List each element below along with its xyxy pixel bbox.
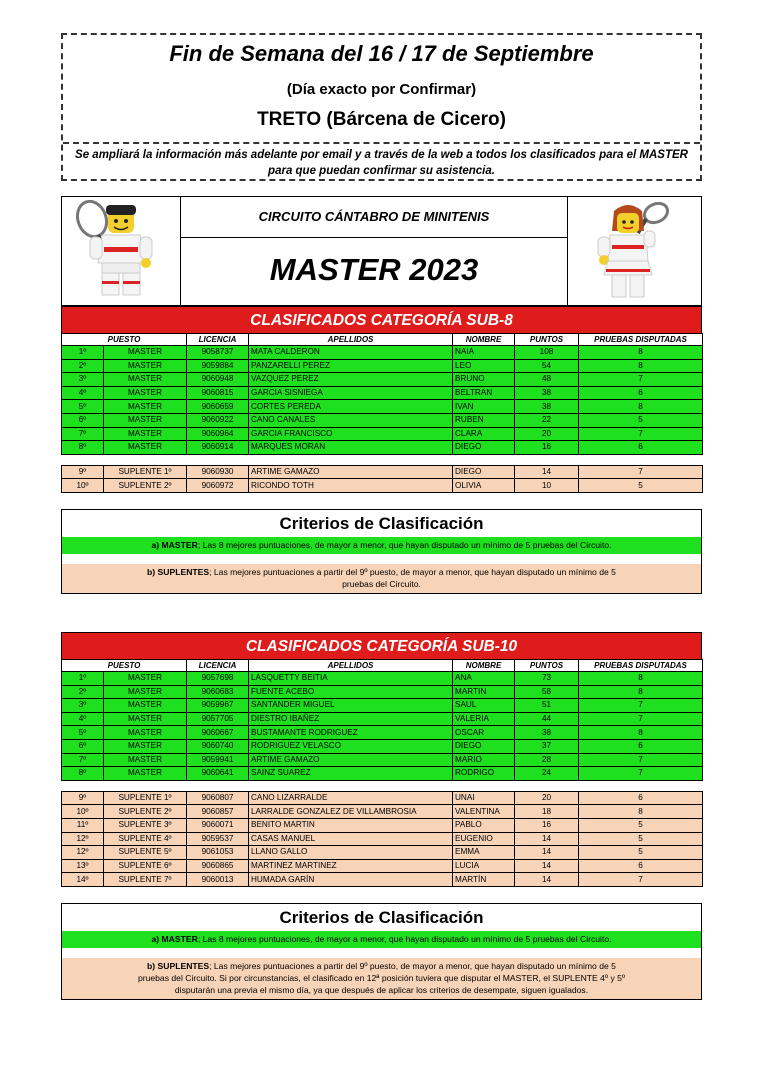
name-cell: RUBEN xyxy=(453,413,515,427)
status-cell: MASTER xyxy=(104,400,187,414)
lego-tennis-player-boy-icon xyxy=(62,197,181,305)
surname-cell: BUSTAMANTE RODRIGUEZ xyxy=(249,726,453,740)
col-puesto: PUESTO xyxy=(62,334,187,346)
criteria-suplentes-label: b) SUPLENTES xyxy=(147,961,210,971)
license-cell: 9060914 xyxy=(187,441,249,455)
points-cell: 16 xyxy=(515,818,579,832)
license-cell: 9059884 xyxy=(187,359,249,373)
status-cell: SUPLENTE 2º xyxy=(104,805,187,819)
name-cell: BELTRAN xyxy=(453,386,515,400)
surname-cell: CANO LIZARRALDE xyxy=(249,791,453,805)
license-cell: 9060740 xyxy=(187,739,249,753)
sub8-banner: CLASIFICADOS CATEGORÍA SUB-8 xyxy=(61,306,702,334)
name-cell: OLIVIA xyxy=(453,479,515,493)
points-cell: 20 xyxy=(515,791,579,805)
name-cell: EMMA xyxy=(453,846,515,860)
event-title: Fin de Semana del 16 / 17 de Septiembre xyxy=(169,41,594,66)
tests-cell: 8 xyxy=(579,726,703,740)
tests-cell: 7 xyxy=(579,873,703,887)
status-cell: MASTER xyxy=(104,767,187,781)
points-cell: 58 xyxy=(515,685,579,699)
table-row xyxy=(62,726,703,740)
tests-cell: 6 xyxy=(579,441,703,455)
status-cell: MASTER xyxy=(104,753,187,767)
tests-cell: 7 xyxy=(579,427,703,441)
event-subtitle: (Día exacto por Confirmar) xyxy=(286,81,477,98)
surname-cell: BENITO MARTIN xyxy=(249,818,453,832)
license-cell: 9057705 xyxy=(187,712,249,726)
status-cell: SUPLENTE 6º xyxy=(104,859,187,873)
tests-cell: 8 xyxy=(579,400,703,414)
points-cell: 37 xyxy=(515,739,579,753)
points-cell: 28 xyxy=(515,753,579,767)
status-cell: MASTER xyxy=(104,441,187,455)
table-row xyxy=(62,400,703,414)
col-pruebas: PRUEBAS DISPUTADAS xyxy=(579,334,703,346)
criteria-suplentes-text: ; Las mejores puntuaciones a partir del 9º puesto, de mayor a menor, que hayan disputado un mínimo de 5 pruebas del Circuito. Si por circunstancias, el clasificado en 12ª posición tuviera que disputar el MASTER, el SUPLENTE 4º y 5º disputarán una previa el mismo día, ya que después de aplicar los criterios de desempate, siguen igualados. xyxy=(137,961,626,995)
table-row xyxy=(62,791,703,805)
table-row xyxy=(62,712,703,726)
circuit-name: CIRCUITO CÁNTABRO DE MINITENIS xyxy=(180,197,568,238)
tests-cell: 6 xyxy=(579,791,703,805)
event-location: TRETO (Bárcena de Cicero) xyxy=(257,109,506,130)
position-cell: 10º xyxy=(62,479,104,493)
position-cell: 6º xyxy=(62,413,104,427)
col-nombre: NOMBRE xyxy=(453,660,515,672)
position-cell: 10º xyxy=(62,805,104,819)
surname-cell: LLANO GALLO xyxy=(249,846,453,860)
points-cell: 16 xyxy=(515,441,579,455)
position-cell: 2º xyxy=(62,359,104,373)
table-row xyxy=(62,767,703,781)
surname-cell: ARTIME GAMAZO xyxy=(249,465,453,479)
points-cell: 108 xyxy=(515,346,579,360)
surname-cell: CANO CANALES xyxy=(249,413,453,427)
license-cell: 9060641 xyxy=(187,767,249,781)
name-cell: MARTÍN xyxy=(453,873,515,887)
license-cell: 9060922 xyxy=(187,413,249,427)
surname-cell: SAINZ SUAREZ xyxy=(249,767,453,781)
tests-cell: 6 xyxy=(579,859,703,873)
name-cell: BRUNO xyxy=(453,373,515,387)
license-cell: 9060683 xyxy=(187,685,249,699)
tests-cell: 7 xyxy=(579,767,703,781)
position-cell: 4º xyxy=(62,386,104,400)
tests-cell: 5 xyxy=(579,846,703,860)
surname-cell: FUENTE ACEBO xyxy=(249,685,453,699)
criteria-suplentes xyxy=(62,958,701,999)
name-cell: ANA xyxy=(453,672,515,686)
points-cell: 51 xyxy=(515,699,579,713)
position-cell: 12º xyxy=(62,832,104,846)
name-cell: PABLO xyxy=(453,818,515,832)
surname-cell: CORTES PEREDA xyxy=(249,400,453,414)
table-row xyxy=(62,805,703,819)
surname-cell: GARCIA FRANCISCO xyxy=(249,427,453,441)
points-cell: 24 xyxy=(515,767,579,781)
table-row xyxy=(62,846,703,860)
criteria-master-text: ; Las 8 mejores puntuaciones, de mayor a menor, que hayan disputado un mínimo de 5 pruebas del Circuito. xyxy=(197,934,612,944)
table-row xyxy=(62,373,703,387)
name-cell: LEO xyxy=(453,359,515,373)
status-cell: SUPLENTE 3º xyxy=(104,818,187,832)
license-cell: 9058737 xyxy=(187,346,249,360)
name-cell: UNAI xyxy=(453,791,515,805)
tests-cell: 7 xyxy=(579,753,703,767)
table-spacer-cell xyxy=(62,454,703,465)
license-cell: 9059967 xyxy=(187,699,249,713)
name-cell: VALENTINA xyxy=(453,805,515,819)
tests-cell: 5 xyxy=(579,479,703,493)
position-cell: 1º xyxy=(62,672,104,686)
status-cell: MASTER xyxy=(104,699,187,713)
tests-cell: 7 xyxy=(579,712,703,726)
col-licencia: LICENCIA xyxy=(187,334,249,346)
position-cell: 7º xyxy=(62,427,104,441)
surname-cell: LARRALDE GONZALEZ DE VILLAMBROSIA xyxy=(249,805,453,819)
license-cell: 9057698 xyxy=(187,672,249,686)
surname-cell: ARTIME GAMAZO xyxy=(249,753,453,767)
position-cell: 4º xyxy=(62,712,104,726)
lego-tennis-player-girl-icon xyxy=(567,197,701,305)
surname-cell: CASAS MANUEL xyxy=(249,832,453,846)
tests-cell: 5 xyxy=(579,818,703,832)
tests-cell: 8 xyxy=(579,685,703,699)
lego-girl-illustration xyxy=(568,197,701,305)
surname-cell: GARCIA SISNIEGA xyxy=(249,386,453,400)
status-cell: SUPLENTE 1º xyxy=(104,465,187,479)
table-row xyxy=(62,818,703,832)
position-cell: 9º xyxy=(62,791,104,805)
position-cell: 6º xyxy=(62,739,104,753)
license-cell: 9060857 xyxy=(187,805,249,819)
points-cell: 38 xyxy=(515,386,579,400)
table-header xyxy=(62,334,703,346)
license-cell: 9060930 xyxy=(187,465,249,479)
surname-cell: VAZQUEZ PEREZ xyxy=(249,373,453,387)
event-note: Se ampliará la información más adelante por email y a través de la web a todos los clasificados para el MASTER para que puedan confirmar su asistencia. xyxy=(75,149,688,177)
name-cell: DIEGO xyxy=(453,739,515,753)
name-cell: LUCIA xyxy=(453,859,515,873)
table-spacer-cell xyxy=(62,780,703,791)
surname-cell: RODRIGUEZ VELASCO xyxy=(249,739,453,753)
points-cell: 38 xyxy=(515,400,579,414)
name-cell: DIEGO xyxy=(453,441,515,455)
tests-cell: 7 xyxy=(579,373,703,387)
license-cell: 9060865 xyxy=(187,859,249,873)
sub8-criteria xyxy=(61,509,702,594)
points-cell: 20 xyxy=(515,427,579,441)
sub10-criteria xyxy=(61,903,702,1000)
name-cell: IVAN xyxy=(453,400,515,414)
tests-cell: 8 xyxy=(579,805,703,819)
status-cell: SUPLENTE 4º xyxy=(104,832,187,846)
points-cell: 73 xyxy=(515,672,579,686)
points-cell: 14 xyxy=(515,873,579,887)
name-cell: MARTIN xyxy=(453,685,515,699)
criteria-master xyxy=(62,537,701,554)
points-cell: 44 xyxy=(515,712,579,726)
position-cell: 8º xyxy=(62,441,104,455)
title-center xyxy=(180,197,568,305)
table-row xyxy=(62,859,703,873)
position-cell: 13º xyxy=(62,859,104,873)
table-row xyxy=(62,672,703,686)
surname-cell: MARQUES MORAN xyxy=(249,441,453,455)
position-cell: 2º xyxy=(62,685,104,699)
points-cell: 14 xyxy=(515,832,579,846)
col-licencia: LICENCIA xyxy=(187,660,249,672)
status-cell: MASTER xyxy=(104,427,187,441)
name-cell: SAUL xyxy=(453,699,515,713)
criteria-master-text: ; Las 8 mejores puntuaciones, de mayor a menor, que hayan disputado un mínimo de 5 pruebas del Circuito. xyxy=(197,540,612,550)
surname-cell: RICONDO TOTH xyxy=(249,479,453,493)
sub8-table xyxy=(61,333,703,493)
status-cell: MASTER xyxy=(104,672,187,686)
license-cell: 9059941 xyxy=(187,753,249,767)
name-cell: DIEGO xyxy=(453,465,515,479)
status-cell: SUPLENTE 2º xyxy=(104,479,187,493)
table-row xyxy=(62,359,703,373)
criteria-spacer xyxy=(62,554,701,564)
status-cell: SUPLENTE 7º xyxy=(104,873,187,887)
license-cell: 9061053 xyxy=(187,846,249,860)
sub10-table xyxy=(61,659,703,887)
table-row xyxy=(62,441,703,455)
position-cell: 5º xyxy=(62,726,104,740)
col-nombre: NOMBRE xyxy=(453,334,515,346)
license-cell: 9060964 xyxy=(187,427,249,441)
tests-cell: 5 xyxy=(579,832,703,846)
position-cell: 5º xyxy=(62,400,104,414)
name-cell: VALERIA xyxy=(453,712,515,726)
tests-cell: 8 xyxy=(579,672,703,686)
status-cell: MASTER xyxy=(104,373,187,387)
surname-cell: MARTINEZ MARTINEZ xyxy=(249,859,453,873)
event-header xyxy=(61,33,702,181)
criteria-suplentes-label: b) SUPLENTES xyxy=(147,567,210,577)
license-cell: 9060659 xyxy=(187,400,249,414)
criteria-heading: Criterios de Clasificación xyxy=(279,908,484,927)
license-cell: 9060948 xyxy=(187,373,249,387)
col-puntos: PUNTOS xyxy=(515,660,579,672)
event-name: MASTER 2023 xyxy=(269,252,479,287)
table-row xyxy=(62,832,703,846)
status-cell: MASTER xyxy=(104,346,187,360)
name-cell: NAIA xyxy=(453,346,515,360)
license-cell: 9059537 xyxy=(187,832,249,846)
table-row xyxy=(62,685,703,699)
criteria-master-label: a) MASTER xyxy=(151,540,198,550)
points-cell: 14 xyxy=(515,846,579,860)
col-puesto: PUESTO xyxy=(62,660,187,672)
table-spacer xyxy=(62,780,703,791)
surname-cell: DIESTRO IBAÑEZ xyxy=(249,712,453,726)
surname-cell: HUMADA GARÍN xyxy=(249,873,453,887)
tests-cell: 6 xyxy=(579,739,703,753)
table-row xyxy=(62,386,703,400)
surname-cell: MATA CALDERON xyxy=(249,346,453,360)
status-cell: MASTER xyxy=(104,359,187,373)
points-cell: 14 xyxy=(515,465,579,479)
surname-cell: SANTANDER MIGUEL xyxy=(249,699,453,713)
col-pruebas: PRUEBAS DISPUTADAS xyxy=(579,660,703,672)
status-cell: MASTER xyxy=(104,739,187,753)
status-cell: MASTER xyxy=(104,712,187,726)
points-cell: 38 xyxy=(515,726,579,740)
status-cell: SUPLENTE 5º xyxy=(104,846,187,860)
table-row xyxy=(62,413,703,427)
table-row xyxy=(62,427,703,441)
position-cell: 1º xyxy=(62,346,104,360)
table-row xyxy=(62,739,703,753)
col-apellidos: APELLIDOS xyxy=(249,660,453,672)
surname-cell: PANZARELLI PEREZ xyxy=(249,359,453,373)
position-cell: 11º xyxy=(62,818,104,832)
name-cell: OSCAR xyxy=(453,726,515,740)
position-cell: 3º xyxy=(62,699,104,713)
license-cell: 9060807 xyxy=(187,791,249,805)
points-cell: 48 xyxy=(515,373,579,387)
criteria-heading: Criterios de Clasificación xyxy=(279,514,484,533)
name-cell: MARIO xyxy=(453,753,515,767)
table-row xyxy=(62,753,703,767)
criteria-suplentes xyxy=(62,564,701,593)
points-cell: 10 xyxy=(515,479,579,493)
status-cell: SUPLENTE 1º xyxy=(104,791,187,805)
title-box xyxy=(61,196,702,306)
license-cell: 9060013 xyxy=(187,873,249,887)
name-cell: RODRIGO xyxy=(453,767,515,781)
name-cell: EUGENIO xyxy=(453,832,515,846)
points-cell: 18 xyxy=(515,805,579,819)
criteria-suplentes-text: ; Las mejores puntuaciones a partir del 9º puesto, de mayor a menor, que hayan disputado un mínimo de 5 pruebas del Circuito. xyxy=(209,567,616,589)
status-cell: MASTER xyxy=(104,685,187,699)
status-cell: MASTER xyxy=(104,386,187,400)
tests-cell: 5 xyxy=(579,413,703,427)
header-divider xyxy=(63,142,700,144)
table-row xyxy=(62,479,703,493)
surname-cell: LASQUETTY BEITIA xyxy=(249,672,453,686)
table-spacer xyxy=(62,454,703,465)
lego-boy-illustration xyxy=(62,197,180,305)
criteria-master-label: a) MASTER xyxy=(151,934,198,944)
license-cell: 9060071 xyxy=(187,818,249,832)
points-cell: 54 xyxy=(515,359,579,373)
status-cell: MASTER xyxy=(104,726,187,740)
table-row xyxy=(62,699,703,713)
table-row xyxy=(62,346,703,360)
position-cell: 9º xyxy=(62,465,104,479)
position-cell: 12º xyxy=(62,846,104,860)
points-cell: 22 xyxy=(515,413,579,427)
license-cell: 9060972 xyxy=(187,479,249,493)
tests-cell: 7 xyxy=(579,465,703,479)
points-cell: 14 xyxy=(515,859,579,873)
position-cell: 14º xyxy=(62,873,104,887)
status-cell: MASTER xyxy=(104,413,187,427)
sub10-banner: CLASIFICADOS CATEGORÍA SUB-10 xyxy=(61,632,702,660)
table-header xyxy=(62,660,703,672)
table-row xyxy=(62,465,703,479)
position-cell: 3º xyxy=(62,373,104,387)
col-puntos: PUNTOS xyxy=(515,334,579,346)
table-row xyxy=(62,873,703,887)
criteria-spacer xyxy=(62,948,701,958)
license-cell: 9060815 xyxy=(187,386,249,400)
tests-cell: 8 xyxy=(579,359,703,373)
tests-cell: 8 xyxy=(579,346,703,360)
tests-cell: 6 xyxy=(579,386,703,400)
tests-cell: 7 xyxy=(579,699,703,713)
col-apellidos: APELLIDOS xyxy=(249,334,453,346)
license-cell: 9060667 xyxy=(187,726,249,740)
criteria-master xyxy=(62,931,701,948)
position-cell: 7º xyxy=(62,753,104,767)
position-cell: 8º xyxy=(62,767,104,781)
name-cell: CLARA xyxy=(453,427,515,441)
